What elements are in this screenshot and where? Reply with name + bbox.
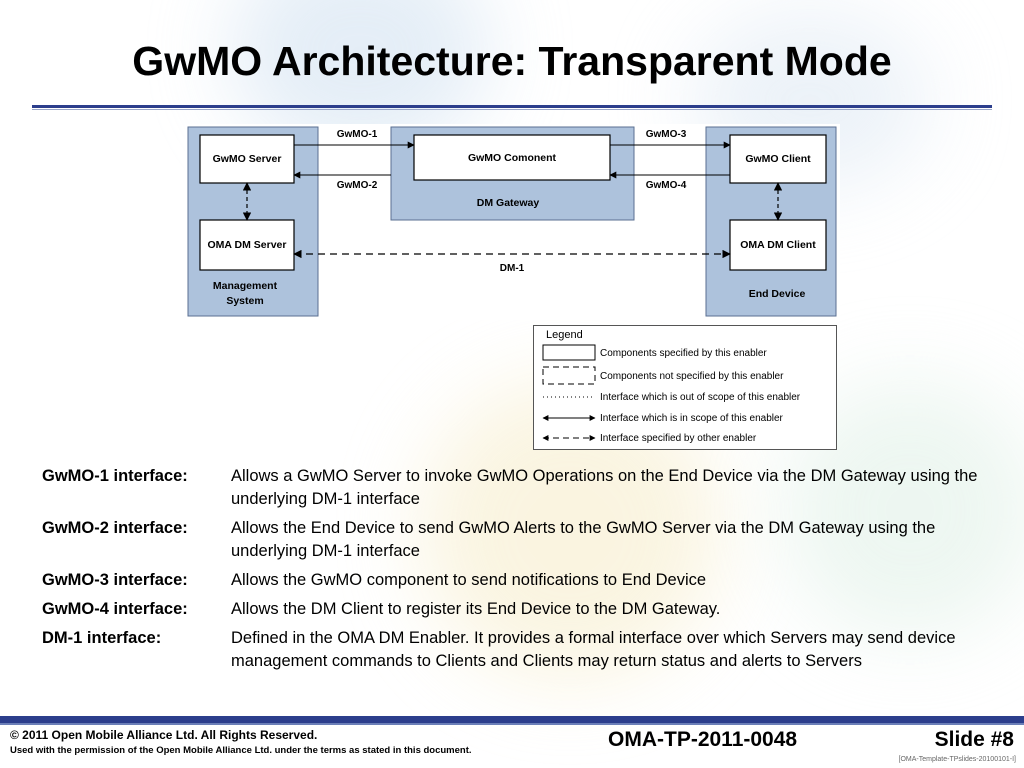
footer-divider-thin xyxy=(0,723,1024,725)
footer-document-id: OMA-TP-2011-0048 xyxy=(608,728,798,751)
gwmo1-label: GwMO-1 xyxy=(336,129,378,140)
definition-text: Defined in the OMA DM Enabler. It provides a formal interface over which Servers may send device management commands to Clients and Clients may return status and alerts to Servers xyxy=(231,629,956,670)
slide-title: GwMO Architecture: Transparent Mode xyxy=(132,38,892,84)
footer-copyright: © 2011 Open Mobile Alliance Ltd. All Rights Reserved. xyxy=(10,728,318,742)
dm1-label: DM-1 xyxy=(499,263,525,274)
title-divider xyxy=(32,105,992,108)
title-divider-thin xyxy=(32,109,992,110)
legend-dashed-box-icon xyxy=(543,367,595,384)
footer-divider xyxy=(0,716,1024,723)
definition-row xyxy=(42,569,1002,592)
legend-item: Interface specified by other enabler xyxy=(600,433,757,444)
definition-term: GwMO-3 interface: xyxy=(42,571,188,589)
management-system-label: System xyxy=(226,295,264,307)
management-system-label: Management xyxy=(212,280,278,292)
definition-term: GwMO-2 interface: xyxy=(42,519,188,537)
definition-text: Allows a GwMO Server to invoke GwMO Operations on the End Device via the DM Gateway using the underlying DM-1 interface xyxy=(231,467,978,508)
legend-title: Legend xyxy=(546,329,583,341)
definition-row xyxy=(42,598,1002,621)
architecture-diagram xyxy=(185,124,840,320)
definition-text: Allows the End Device to send GwMO Alerts to the GwMO Server via the DM Gateway using the underlying DM-1 interface xyxy=(231,519,936,560)
gwmo2-label: GwMO-2 xyxy=(336,180,378,191)
gwmo-component-label: GwMO Comonent xyxy=(467,152,557,164)
gwmo4-label: GwMO-4 xyxy=(645,180,687,191)
footer-template-id: [OMA-Template-TPslides-20100101-I] xyxy=(898,756,1016,763)
gwmo-server-label: GwMO Server xyxy=(212,153,282,165)
oma-dm-server-label: OMA DM Server xyxy=(207,239,287,251)
gwmo-client-label: GwMO Client xyxy=(745,153,811,165)
footer-slide-number: Slide #8 xyxy=(934,728,1014,751)
legend-solid-box-icon xyxy=(543,345,595,360)
definition-text: Allows the GwMO component to send notifications to End Device xyxy=(231,571,707,589)
definition-text: Allows the DM Client to register its End Device to the DM Gateway. xyxy=(231,600,721,618)
gwmo3-label: GwMO-3 xyxy=(645,129,687,140)
legend-item: Components not specified by this enabler xyxy=(600,371,784,382)
legend-item: Interface which is out of scope of this enabler xyxy=(600,392,801,403)
footer-permission: Used with the permission of the Open Mobile Alliance Ltd. under the terms as stated in this document. xyxy=(10,745,472,756)
end-device-label: End Device xyxy=(748,288,806,300)
definition-row xyxy=(42,465,1002,511)
definition-term: DM-1 interface: xyxy=(42,629,162,647)
oma-dm-client-label: OMA DM Client xyxy=(740,239,816,251)
legend-item: Components specified by this enabler xyxy=(600,348,767,359)
legend-item: Interface which is in scope of this enabler xyxy=(600,413,783,424)
definition-term: GwMO-4 interface: xyxy=(42,600,188,618)
legend-panel xyxy=(533,325,838,451)
definition-term: GwMO-1 interface: xyxy=(42,467,188,485)
dm-gateway-label: DM Gateway xyxy=(476,197,540,209)
interface-definitions xyxy=(42,465,1002,679)
definition-row xyxy=(42,627,1002,673)
definition-row xyxy=(42,517,1002,563)
